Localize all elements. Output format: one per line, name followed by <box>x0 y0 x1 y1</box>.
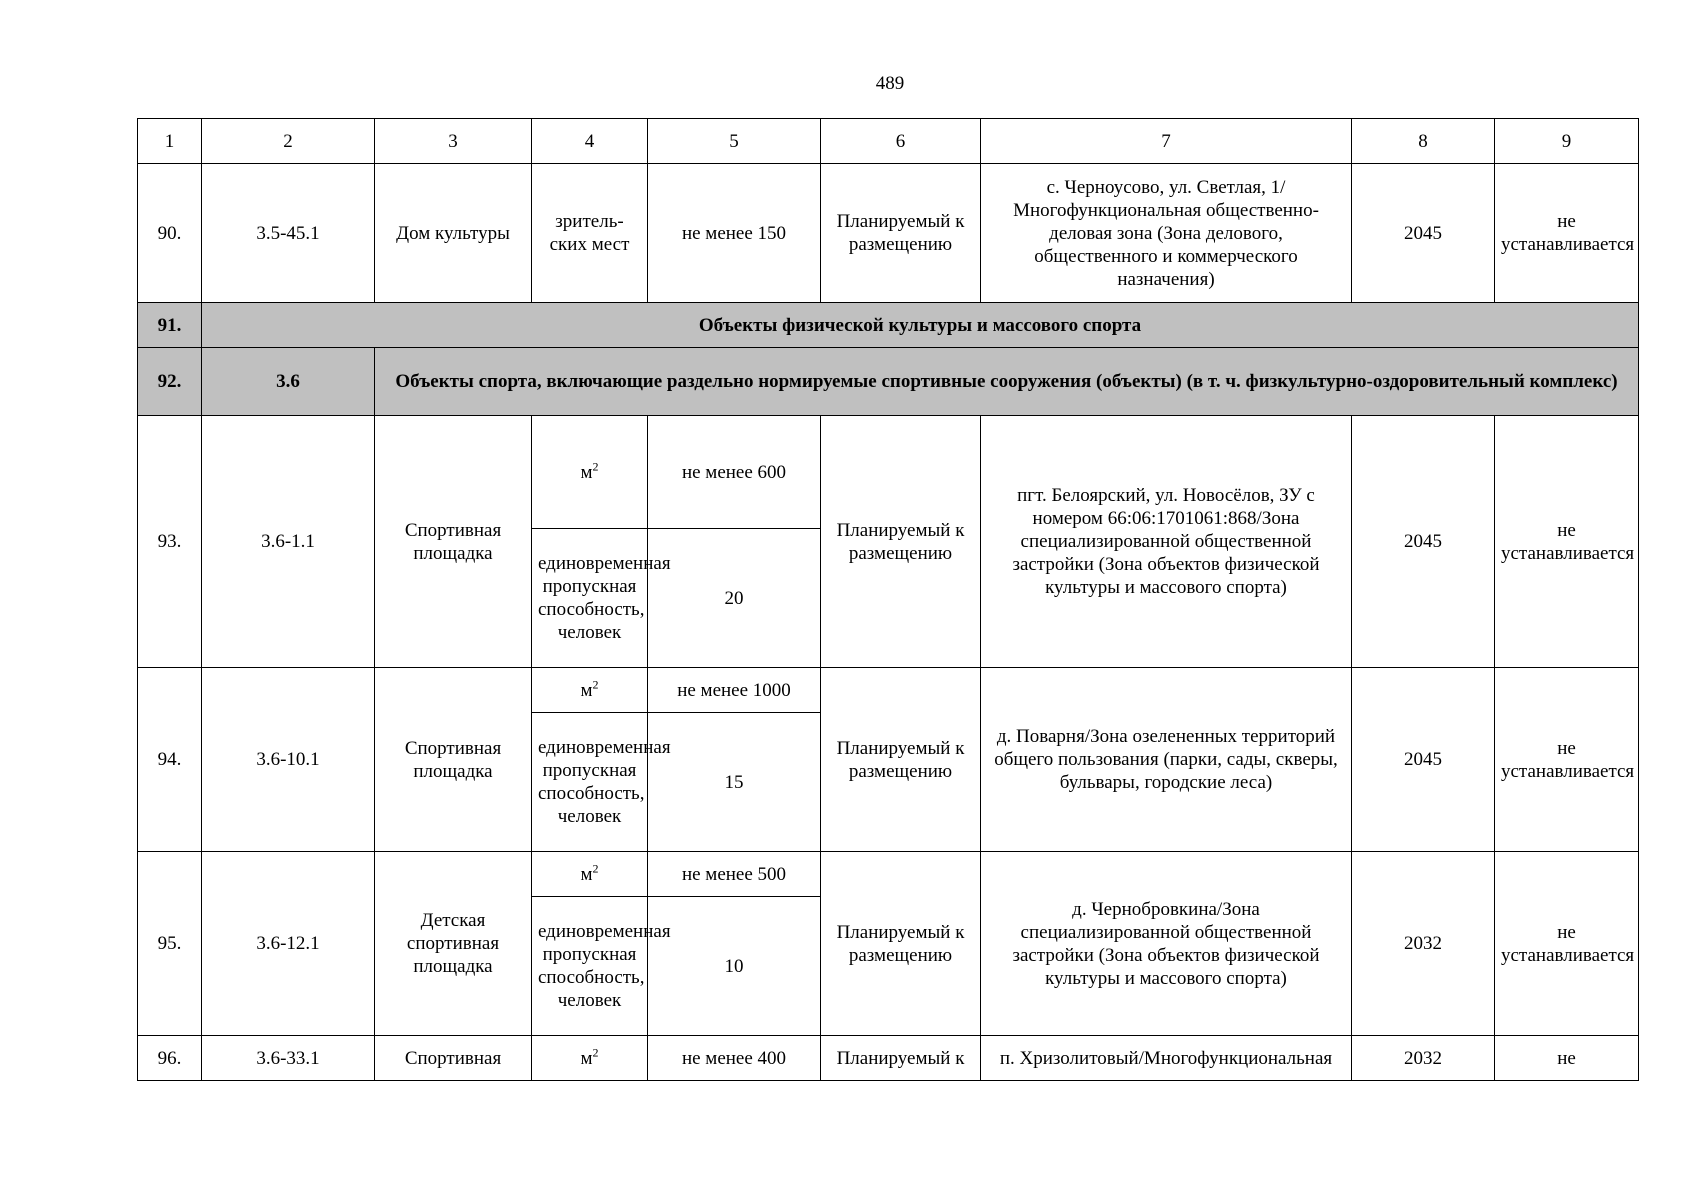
header-cell: 2 <box>202 119 375 164</box>
value-area: не менее 400 <box>648 1036 821 1081</box>
unit-area: $м^2$ <box>532 852 648 897</box>
object-code: 3.6-1.1 <box>202 416 375 668</box>
section-row-92 <box>138 348 1639 416</box>
object-name: Дом культуры <box>375 164 532 303</box>
header-cell: 5 <box>648 119 821 164</box>
year: 2045 <box>1352 164 1495 303</box>
value-capacity: 20 <box>648 529 821 668</box>
row-number: 90. <box>138 164 202 303</box>
object-code: 3.6-10.1 <box>202 668 375 852</box>
table-row-90 <box>138 164 1639 303</box>
row-number: 93. <box>138 416 202 668</box>
section-title: Объекты спорта, включающие раздельно нормируемые спортивные сооружения (объекты) (в т. ч. физкультурно-оздоровительный комплекс) <box>375 348 1639 416</box>
row-number: 94. <box>138 668 202 852</box>
location: д. Поварня/Зона озелененных территорий общего пользования (парки, сады, скверы, бульвары, городские леса) <box>981 668 1352 852</box>
unit-capacity: единовременная пропускная способность, человек <box>532 897 648 1036</box>
row-number: 96. <box>138 1036 202 1081</box>
protection-zone: не устанавливается <box>1495 164 1639 303</box>
object-code: 3.5-45.1 <box>202 164 375 303</box>
value: не менее 150 <box>648 164 821 303</box>
table-row-94 <box>138 668 1639 713</box>
table-row-93 <box>138 416 1639 529</box>
unit-area: $м^2$ <box>532 668 648 713</box>
header-cell: 3 <box>375 119 532 164</box>
status: Планируемый к размещению <box>821 164 981 303</box>
table-row-95 <box>138 852 1639 897</box>
status: Планируемый к размещению <box>821 416 981 668</box>
protection-zone: не устанавливается <box>1495 668 1639 852</box>
object-name: Спортивная площадка <box>375 416 532 668</box>
location: п. Хризолитовый/Многофункциональная <box>981 1036 1352 1081</box>
location: с. Черноусово, ул. Светлая, 1/Многофункциональная общественно-деловая зона (Зона делового, общественного и коммерческого назначения) <box>981 164 1352 303</box>
unit-area: $м^2$ <box>532 416 648 529</box>
section-code: 3.6 <box>202 348 375 416</box>
row-number: 95. <box>138 852 202 1036</box>
unit-area: $м^2$ <box>532 1036 648 1081</box>
header-cell: 4 <box>532 119 648 164</box>
year: 2045 <box>1352 668 1495 852</box>
protection-zone: не устанавливается <box>1495 416 1639 668</box>
object-code: 3.6-33.1 <box>202 1036 375 1081</box>
object-name: Детская спортивная площадка <box>375 852 532 1036</box>
header-cell: 6 <box>821 119 981 164</box>
protection-zone: не устанавливается <box>1495 852 1639 1036</box>
object-code: 3.6-12.1 <box>202 852 375 1036</box>
header-row <box>138 119 1639 164</box>
value-area: не менее 500 <box>648 852 821 897</box>
row-number: 91. <box>138 303 202 348</box>
object-name: Спортивная <box>375 1036 532 1081</box>
status: Планируемый к размещению <box>821 668 981 852</box>
page-number: 489 <box>875 73 905 94</box>
object-name: Спортивная площадка <box>375 668 532 852</box>
year: 2045 <box>1352 416 1495 668</box>
year: 2032 <box>1352 852 1495 1036</box>
year: 2032 <box>1352 1036 1495 1081</box>
value-capacity: 15 <box>648 713 821 852</box>
row-number: 92. <box>138 348 202 416</box>
value-area: не менее 1000 <box>648 668 821 713</box>
protection-zone: не <box>1495 1036 1639 1081</box>
status: Планируемый к <box>821 1036 981 1081</box>
unit: зритель-ских мест <box>532 164 648 303</box>
unit-capacity: единовременная пропускная способность, человек <box>532 713 648 852</box>
planned-objects-table <box>137 118 1639 1081</box>
location: д. Чернобровкина/Зона специализированной общественной застройки (Зона объектов физической культуры и массового спорта) <box>981 852 1352 1036</box>
value-area: не менее 600 <box>648 416 821 529</box>
header-cell: 8 <box>1352 119 1495 164</box>
header-cell: 1 <box>138 119 202 164</box>
section-row-91 <box>138 303 1639 348</box>
section-title: Объекты физической культуры и массового спорта <box>202 303 1639 348</box>
header-cell: 9 <box>1495 119 1639 164</box>
value-capacity: 10 <box>648 897 821 1036</box>
unit-capacity: единовременная пропускная способность, человек <box>532 529 648 668</box>
status: Планируемый к размещению <box>821 852 981 1036</box>
header-cell: 7 <box>981 119 1352 164</box>
table-row-96 <box>138 1036 1639 1081</box>
location: пгт. Белоярский, ул. Новосёлов, ЗУ с номером 66:06:1701061:868/Зона специализированной общественной застройки (Зона объектов физической культуры и массового спорта) <box>981 416 1352 668</box>
